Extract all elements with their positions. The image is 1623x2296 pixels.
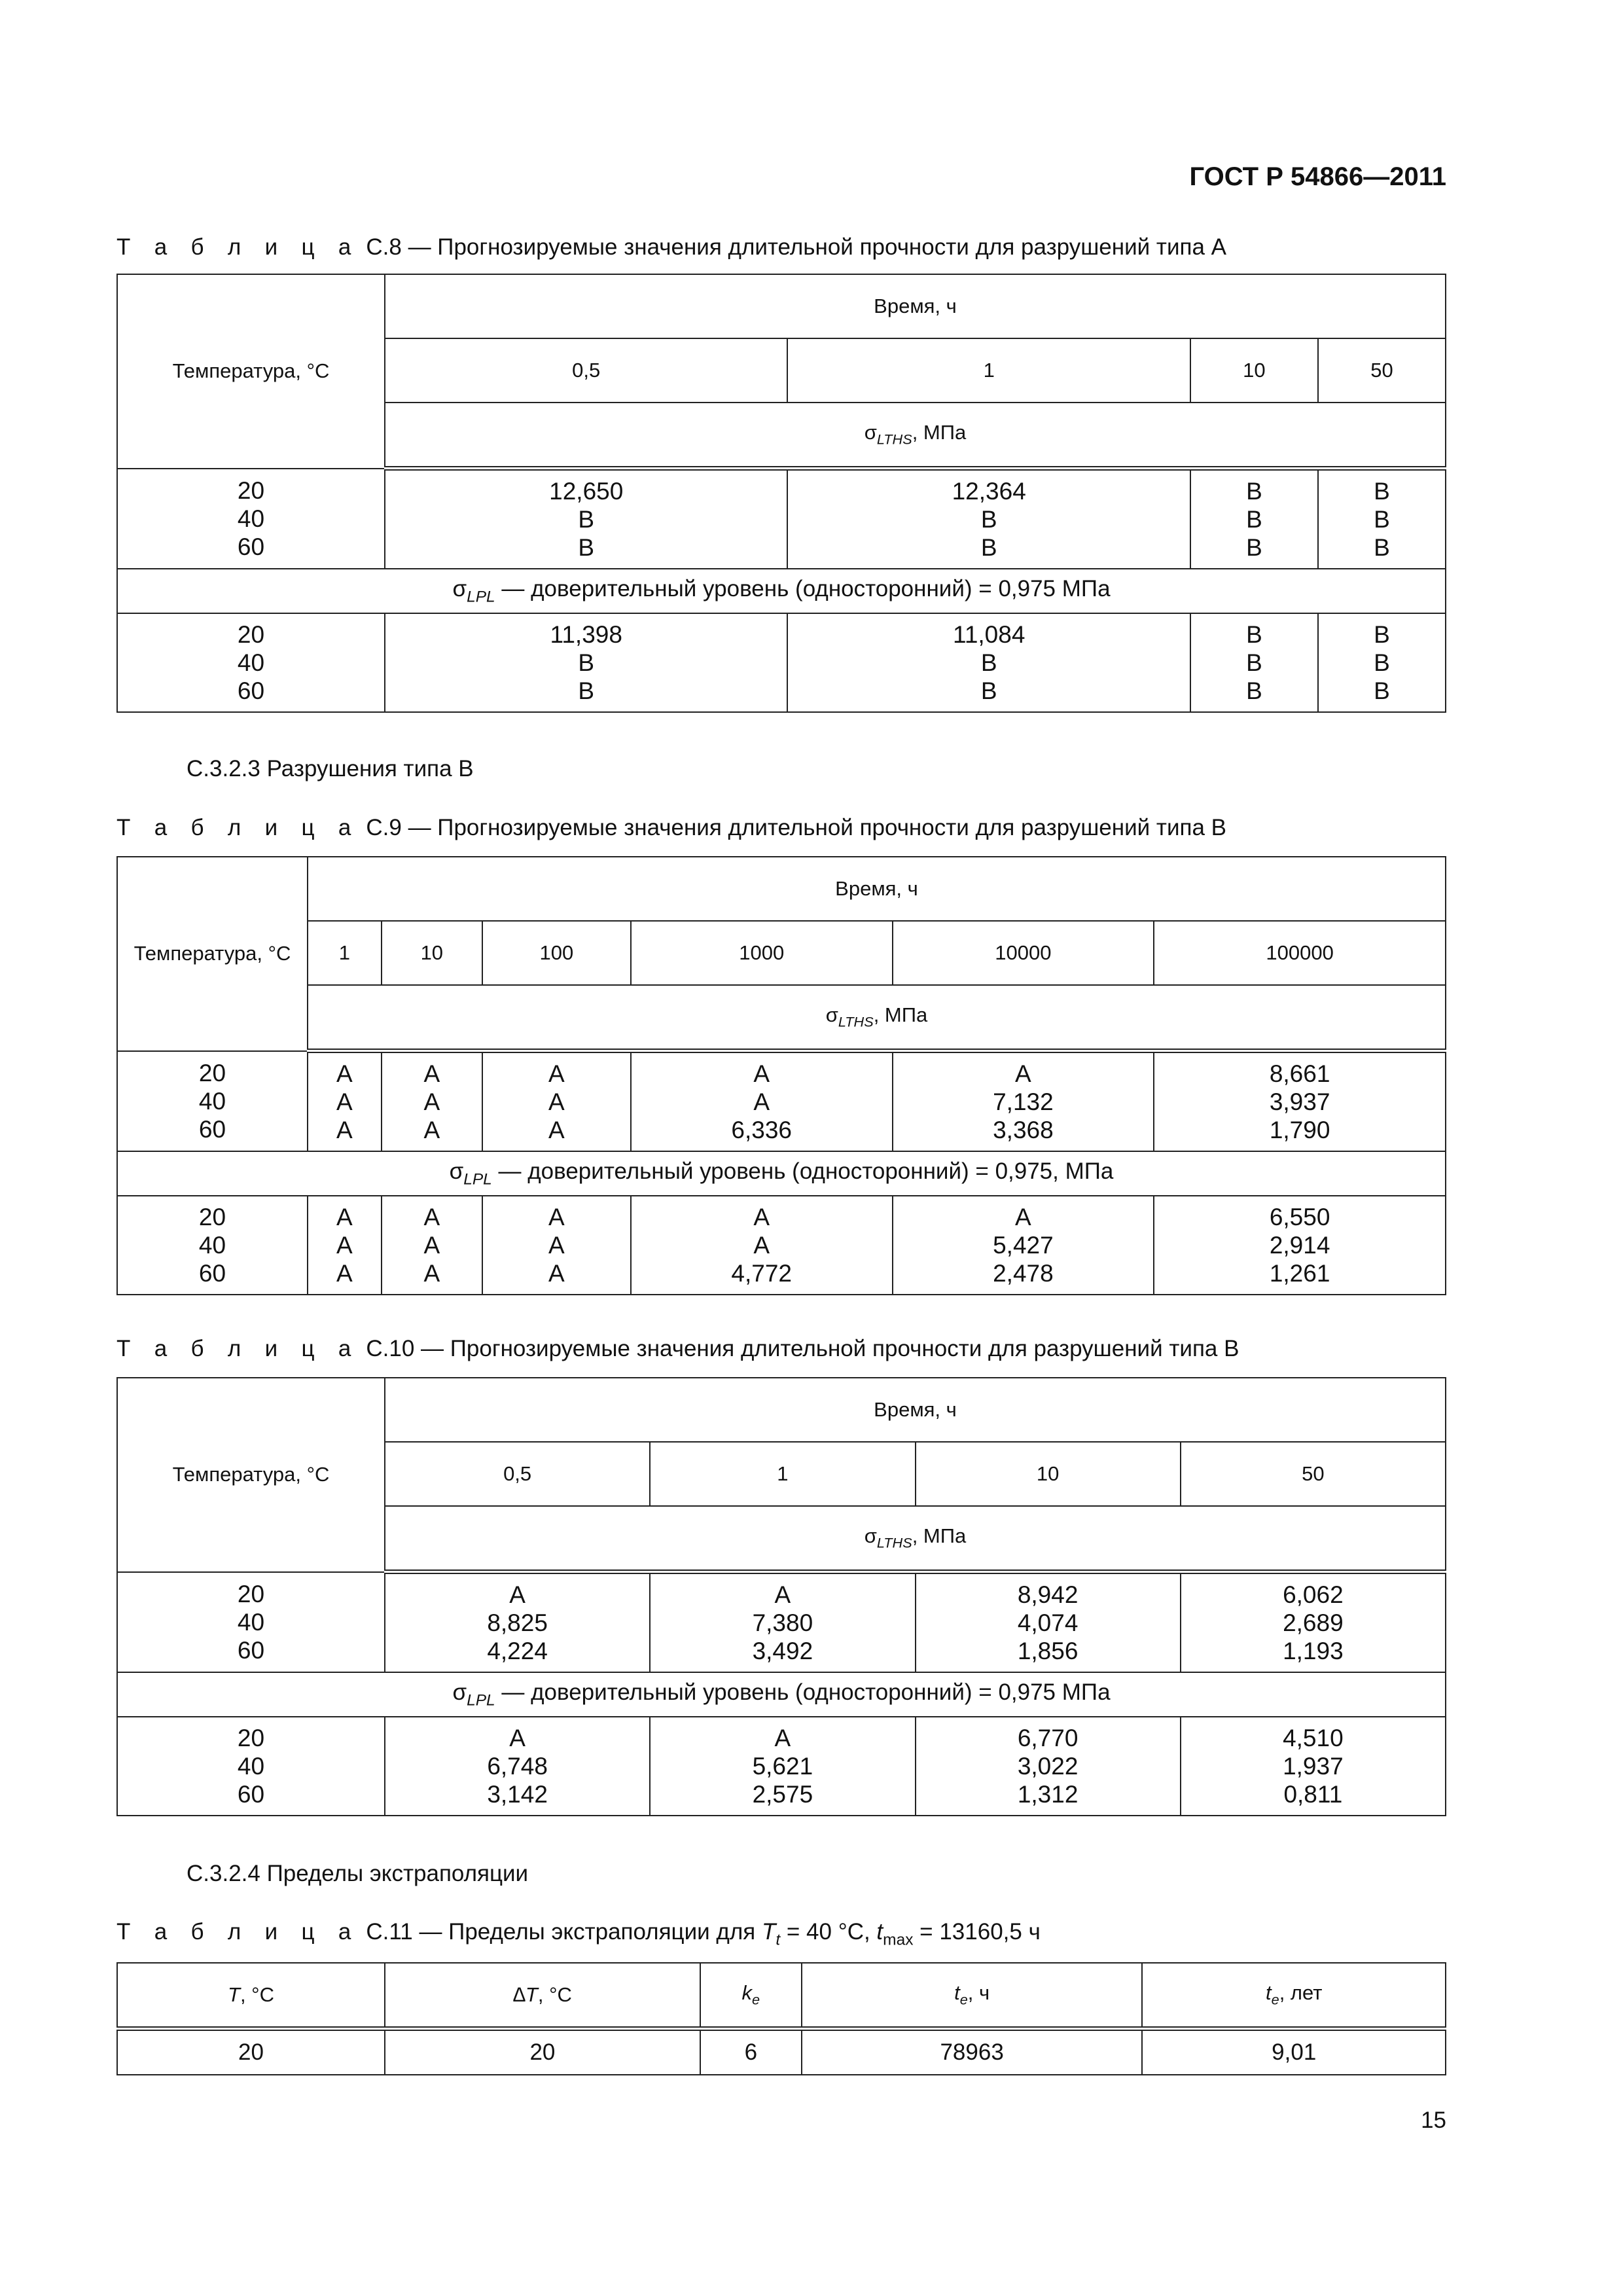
T-header — [117, 1963, 385, 2029]
lths-values: 6,062 2,689 1,193 — [1181, 1572, 1446, 1673]
time-cell: 10 — [916, 1442, 1181, 1506]
temperature-header: Температура, °С — [117, 857, 308, 1051]
table-cell: 20 — [117, 2029, 385, 2075]
time-cell: 50 — [1181, 1442, 1446, 1506]
k-subscript: e — [752, 1991, 760, 2008]
lpl-values: 6,550 2,914 1,261 — [1154, 1196, 1446, 1295]
lths-values: В В В — [1190, 469, 1318, 569]
caption-t-subscript: t — [776, 1931, 781, 1949]
lths-subscript: LTHS — [876, 431, 912, 448]
te-hours-unit: , ч — [967, 1981, 990, 2005]
time-header: Время, ч — [385, 274, 1446, 338]
lpl-values: В В В — [1190, 613, 1318, 712]
table-c10 — [116, 1377, 1446, 1816]
T-symbol: T — [228, 1983, 240, 2006]
lths-subscript: LTHS — [838, 1013, 874, 1030]
te-symbol: t — [954, 1981, 960, 2005]
temperature-values: 20 40 60 — [117, 1051, 308, 1152]
temperature-values: 20 40 60 — [117, 613, 385, 712]
lths-values: В В В — [1318, 469, 1446, 569]
table-c11 — [116, 1962, 1446, 2075]
temperature-header: Температура, °С — [117, 274, 385, 469]
te-symbol: t — [1266, 1981, 1272, 2005]
lths-unit-header — [308, 985, 1446, 1051]
te-years-unit: , лет — [1279, 1981, 1323, 2005]
table-c11-caption — [116, 1919, 1041, 1950]
lths-values: А А А — [308, 1051, 382, 1152]
delta-T-header — [385, 1963, 700, 2029]
sigma-symbol: σ — [452, 1679, 467, 1705]
lths-values: 8,661 3,937 1,790 — [1154, 1051, 1446, 1152]
section-c324-heading: С.3.2.4 Пределы экстраполяции — [187, 1861, 529, 1886]
lths-values: А 7,132 3,368 — [893, 1051, 1154, 1152]
lpl-band — [117, 1672, 1446, 1717]
sigma-symbol: σ — [449, 1158, 464, 1184]
ke-header — [700, 1963, 802, 2029]
time-cell: 100 — [482, 921, 631, 985]
time-cell: 1 — [308, 921, 382, 985]
time-cell: 10 — [1190, 338, 1318, 403]
time-header: Время, ч — [308, 857, 1446, 921]
time-cell: 1 — [650, 1442, 915, 1506]
lths-values: А 7,380 3,492 — [650, 1572, 915, 1673]
table-number: С.10 — [366, 1336, 415, 1361]
delta-T-symbol: ∆T — [512, 1983, 538, 2006]
table-number: С.9 — [366, 815, 402, 840]
table-label: Т а б л и ц а — [116, 234, 360, 260]
lpl-text: — доверительный уровень (односторонний) = 0,975 МПа — [495, 575, 1111, 601]
lths-values: 12,364 В В — [787, 469, 1190, 569]
lpl-values: А 5,427 2,478 — [893, 1196, 1154, 1295]
k-symbol: k — [741, 1981, 753, 2005]
delta-T-unit: , °С — [537, 1983, 572, 2006]
lpl-subscript: LPL — [467, 1691, 495, 1710]
lpl-values: 11,084 В В — [787, 613, 1190, 712]
lpl-text: — доверительный уровень (односторонний) = 0,975, МПа — [491, 1158, 1114, 1184]
caption-T-symbol: T — [761, 1919, 776, 1945]
temperature-values: 20 40 60 — [117, 1572, 385, 1673]
table-number: С.8 — [366, 234, 402, 260]
time-cell: 1 — [787, 338, 1190, 403]
table-cell: 6 — [700, 2029, 802, 2075]
lpl-values: 4,510 1,937 0,811 — [1181, 1717, 1446, 1816]
lpl-values: А 5,621 2,575 — [650, 1717, 915, 1816]
table-label: Т а б л и ц а — [116, 1919, 360, 1945]
lpl-values: В В В — [1318, 613, 1446, 712]
caption-post-text: = 13160,5 ч — [913, 1919, 1041, 1945]
time-cell: 0,5 — [385, 338, 787, 403]
te-hours-header — [802, 1963, 1143, 2029]
time-cell: 50 — [1318, 338, 1446, 403]
lths-values: А А А — [482, 1051, 631, 1152]
te-subscript: e — [1271, 1991, 1279, 2008]
lpl-band — [117, 1151, 1446, 1196]
lths-unit-header — [385, 403, 1446, 469]
table-c10-caption — [116, 1336, 1239, 1362]
sigma-symbol: σ — [452, 575, 467, 601]
table-c9-caption — [116, 815, 1226, 841]
time-cell: 100000 — [1154, 921, 1446, 985]
table-cell: 20 — [385, 2029, 700, 2075]
lpl-values: А А 4,772 — [631, 1196, 893, 1295]
section-c323-heading: С.3.2.3 Разрушения типа В — [187, 756, 474, 781]
time-cell: 10 — [382, 921, 482, 985]
lths-subscript: LTHS — [876, 1534, 912, 1551]
lths-unit-header — [385, 1506, 1446, 1572]
sigma-symbol: σ — [825, 1003, 838, 1027]
table-c8 — [116, 274, 1446, 713]
table-label: Т а б л и ц а — [116, 815, 360, 840]
time-header: Время, ч — [385, 1378, 1446, 1442]
caption-mid-text: = 40 °С, — [780, 1919, 877, 1945]
lpl-values: А А А — [382, 1196, 482, 1295]
page-number: 15 — [1421, 2108, 1446, 2133]
table-c8-caption — [116, 234, 1226, 260]
lths-unit: , МПа — [912, 1524, 967, 1548]
lpl-values: А 6,748 3,142 — [385, 1717, 650, 1816]
lths-unit: , МПа — [873, 1003, 928, 1027]
lths-values: А 8,825 4,224 — [385, 1572, 650, 1673]
te-subscript: e — [959, 1991, 968, 2008]
lths-values: А А А — [382, 1051, 482, 1152]
table-caption-text: — Прогнозируемые значения длительной прочности для разрушений типа А — [408, 234, 1226, 260]
lpl-values: 6,770 3,022 1,312 — [916, 1717, 1181, 1816]
time-cell: 1000 — [631, 921, 893, 985]
lpl-values: А А А — [482, 1196, 631, 1295]
lths-unit: , МПа — [912, 421, 967, 444]
lpl-values: А А А — [308, 1196, 382, 1295]
lpl-band — [117, 569, 1446, 613]
lpl-values: 11,398 В В — [385, 613, 787, 712]
table-cell: 9,01 — [1142, 2029, 1446, 2075]
temperature-values: 20 40 60 — [117, 469, 385, 569]
lpl-text: — доверительный уровень (односторонний) = 0,975 МПа — [495, 1679, 1111, 1705]
T-unit: , °С — [240, 1983, 274, 2006]
te-years-header — [1142, 1963, 1446, 2029]
table-cell: 78963 — [802, 2029, 1143, 2075]
sigma-symbol: σ — [864, 421, 877, 444]
temperature-header: Температура, °С — [117, 1378, 385, 1572]
lths-values: 12,650 В В — [385, 469, 787, 569]
table-number: С.11 — [366, 1919, 413, 1945]
temperature-values: 20 40 60 — [117, 1196, 308, 1295]
caption-tmax-symbol: t — [876, 1919, 883, 1945]
lpl-subscript: LPL — [463, 1170, 492, 1189]
sigma-symbol: σ — [864, 1524, 877, 1548]
table-caption-text: — Пределы экстраполяции для — [419, 1919, 762, 1945]
lths-values: А А 6,336 — [631, 1051, 893, 1152]
document-id: ГОСТ Р 54866—2011 — [1189, 162, 1446, 191]
temperature-values: 20 40 60 — [117, 1717, 385, 1816]
table-caption-text: — Прогнозируемые значения длительной прочности для разрушений типа В — [421, 1336, 1240, 1361]
table-label: Т а б л и ц а — [116, 1336, 360, 1361]
time-cell: 0,5 — [385, 1442, 650, 1506]
caption-max-subscript: max — [883, 1931, 914, 1949]
time-cell: 10000 — [893, 921, 1154, 985]
lpl-subscript: LPL — [467, 588, 495, 606]
table-c9 — [116, 856, 1446, 1295]
table-caption-text: — Прогнозируемые значения длительной прочности для разрушений типа В — [408, 815, 1226, 840]
lths-values: 8,942 4,074 1,856 — [916, 1572, 1181, 1673]
